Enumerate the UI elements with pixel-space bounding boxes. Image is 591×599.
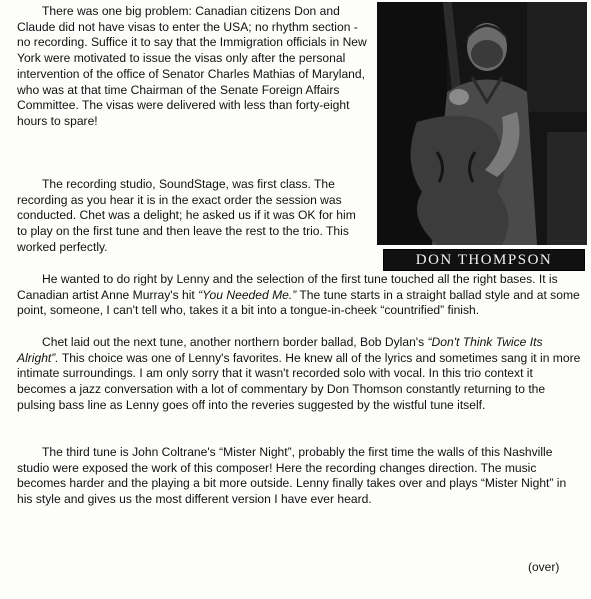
song-title-dont-think-twice: “Don't Think Twice Its Alright”. — [17, 335, 543, 365]
paragraph-second-tune-text-1: Chet laid out the next tune, another northern border ballad, Bob Dylan's — [42, 335, 428, 349]
photo-image — [377, 2, 587, 245]
paragraph-visas: There was one big problem: Canadian citizens Don and Claude did not have visas to enter the USA; no rhythm section - no recording. Suffice it to say that the Immigration officials in New York were motivated to issue the visas only after the personal intervention of the office of Senator Charles Mathias of Maryland, who was at that time Chairman of the Senate Foreign Affairs Committee. The visas were delivered with less than forty-eight hours to spare! — [17, 4, 367, 128]
photo-caption: DON THOMPSON — [383, 249, 585, 271]
paragraph-first-tune-text-1: He wanted to do right by Lenny and the selection of the first tune touched all the right bases. It is Canadian artist Anne Murray's hit — [17, 272, 558, 302]
paragraph-second-tune-text-2: This choice was one of Lenny's favorites. He knew all of the lyrics and sometimes sang it in more intimate surroundings. I am only sorry that it wasn't recorded solo with vocal. In this trio context it becomes a jazz conversation with a lot of commentary by Don Thomson constantly returning to the pulsing bass line as Lenny goes off into the reveries suggested by the wistful tune itself. — [17, 350, 581, 412]
paragraph-second-tune — [17, 335, 582, 414]
bassist-illustration — [377, 2, 587, 245]
song-title-you-needed-me: “You Needed Me.” — [198, 287, 297, 302]
paragraph-studio: The recording studio, SoundStage, was first class. The recording as you hear it is in the exact order the session was conducted. Chet was a delight; he asked us if it was OK for him to play on the first tune and then leave the rest to the trio. This worked perfectly. — [17, 177, 356, 254]
paragraph-first-tune-text-2: The tune starts in a straight ballad style and at some point, someone, I can't tell who, takes it a bit into a tongue-in-cheek “countrified” finish. — [17, 287, 580, 318]
paragraph-third-tune: The third tune is John Coltrane's “Mister Night”, probably the first time the walls of this Nashville studio were exposed the work of this composer! Here the recording changes direction. The music becomes harder and the playing a bit more outside. Lenny finally takes over and plays “Mister Night” in his style and gives us the most different version I have ever heard. — [17, 445, 567, 507]
bassist-photo — [377, 2, 587, 245]
paragraph-first-tune — [17, 272, 582, 319]
page-turn-indicator: (over) — [528, 560, 560, 574]
